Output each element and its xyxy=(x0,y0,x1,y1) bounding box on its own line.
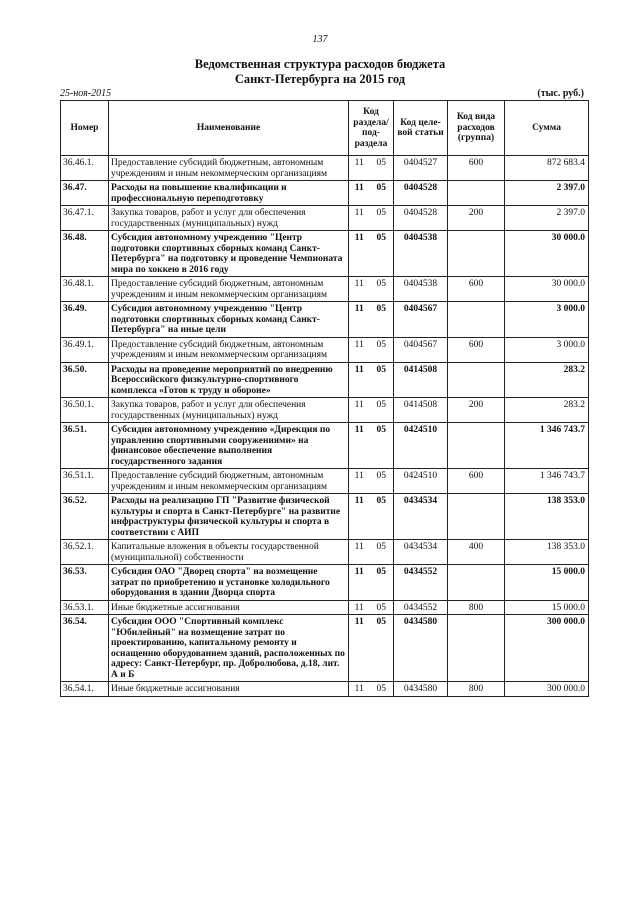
row-name: Предоставление субсидий бюджетным, автономным учреждениям и иным некоммерческим организациям xyxy=(109,469,349,494)
row-name: Закупка товаров, работ и услуг для обеспечения государственных (муниципальных) нужд xyxy=(109,398,349,423)
row-subsection: 05 xyxy=(370,600,394,615)
table-row xyxy=(61,565,589,601)
row-expense-type: 200 xyxy=(448,206,505,231)
row-target-code: 0404538 xyxy=(394,231,448,277)
row-amount: 1 346 743.7 xyxy=(505,469,589,494)
row-number: 36.50. xyxy=(61,362,109,398)
row-subsection: 05 xyxy=(370,565,394,601)
header-section: Код раздела/ под-раздела xyxy=(349,101,394,156)
row-expense-type: 600 xyxy=(448,337,505,362)
row-target-code: 0404528 xyxy=(394,181,448,206)
row-number: 36.50.1. xyxy=(61,398,109,423)
row-section: 11 xyxy=(349,181,370,206)
row-amount: 283.2 xyxy=(505,398,589,423)
row-name: Субсидия автономному учреждению "Центр подготовки спортивных сборных команд Санкт-Петербурга" на иные цели xyxy=(109,302,349,338)
row-number: 36.47.1. xyxy=(61,206,109,231)
table-header-row xyxy=(61,101,589,156)
row-number: 36.46.1. xyxy=(61,156,109,181)
row-number: 36.52.1. xyxy=(61,540,109,565)
page-number: 137 xyxy=(312,34,328,45)
row-name: Субсидия ОАО "Дворец спорта" на возмещение затрат по приобретению и установке холодильного оборудования в здании Дворца спорта xyxy=(109,565,349,601)
row-target-code: 0434534 xyxy=(394,494,448,540)
row-expense-type xyxy=(448,565,505,601)
row-subsection: 05 xyxy=(370,540,394,565)
unit-label: (тыс. руб.) xyxy=(537,88,584,99)
row-amount: 283.2 xyxy=(505,362,589,398)
title-line-1: Ведомственная структура расходов бюджета xyxy=(194,57,446,71)
row-number: 36.53. xyxy=(61,565,109,601)
header-number: Номер xyxy=(61,101,109,156)
row-number: 36.48.1. xyxy=(61,277,109,302)
row-number: 36.47. xyxy=(61,181,109,206)
row-amount: 2 397.0 xyxy=(505,206,589,231)
row-subsection: 05 xyxy=(370,494,394,540)
row-expense-type: 800 xyxy=(448,682,505,697)
row-amount: 30 000.0 xyxy=(505,231,589,277)
row-number: 36.53.1. xyxy=(61,600,109,615)
row-name: Расходы на повышение квалификации и профессиональную переподготовку xyxy=(109,181,349,206)
row-subsection: 05 xyxy=(370,156,394,181)
row-subsection: 05 xyxy=(370,615,394,682)
row-amount: 30 000.0 xyxy=(505,277,589,302)
row-section: 11 xyxy=(349,600,370,615)
row-name: Субсидия автономному учреждению «Дирекция по управлению спортивными сооружениями» на финансовое обеспечение выполнения государственного задания xyxy=(109,423,349,469)
row-subsection: 05 xyxy=(370,423,394,469)
row-name: Иные бюджетные ассигнования xyxy=(109,682,349,697)
row-section: 11 xyxy=(349,302,370,338)
row-amount: 3 000.0 xyxy=(505,337,589,362)
row-target-code: 0434580 xyxy=(394,682,448,697)
row-subsection: 05 xyxy=(370,277,394,302)
row-section: 11 xyxy=(349,206,370,231)
budget-table xyxy=(60,100,589,697)
row-expense-type xyxy=(448,181,505,206)
row-amount: 138 353.0 xyxy=(505,540,589,565)
table-row xyxy=(61,362,589,398)
row-expense-type: 200 xyxy=(448,398,505,423)
table-row xyxy=(61,337,589,362)
row-name: Расходы на проведение мероприятий по внедрению Всероссийского физкультурно-спортивного комплекса «Готов к труду и обороне» xyxy=(109,362,349,398)
table-row xyxy=(61,600,589,615)
row-target-code: 0434552 xyxy=(394,565,448,601)
row-amount: 15 000.0 xyxy=(505,565,589,601)
row-expense-type xyxy=(448,362,505,398)
row-name: Капитальные вложения в объекты государственной (муниципальной) собственности xyxy=(109,540,349,565)
row-section: 11 xyxy=(349,494,370,540)
row-target-code: 0404538 xyxy=(394,277,448,302)
row-number: 36.51.1. xyxy=(61,469,109,494)
table-body xyxy=(61,156,589,697)
table-row xyxy=(61,231,589,277)
row-name: Предоставление субсидий бюджетным, автономным учреждениям и иным некоммерческим организациям xyxy=(109,277,349,302)
header-name: Наименование xyxy=(109,101,349,156)
row-amount: 138 353.0 xyxy=(505,494,589,540)
row-target-code: 0414508 xyxy=(394,362,448,398)
row-amount: 300 000.0 xyxy=(505,682,589,697)
row-target-code: 0404567 xyxy=(394,337,448,362)
row-number: 36.52. xyxy=(61,494,109,540)
row-name: Субсидия автономному учреждению "Центр подготовки спортивных сборных команд Санкт-Петербурга" на подготовку и проведение Чемпионата мира по хоккею в 2016 году xyxy=(109,231,349,277)
title-line-2: Санкт-Петербурга на 2015 год xyxy=(234,72,406,86)
row-amount: 3 000.0 xyxy=(505,302,589,338)
row-target-code: 0414508 xyxy=(394,398,448,423)
row-name: Иные бюджетные ассигнования xyxy=(109,600,349,615)
table-row xyxy=(61,206,589,231)
row-section: 11 xyxy=(349,156,370,181)
row-expense-type: 600 xyxy=(448,469,505,494)
row-section: 11 xyxy=(349,398,370,423)
row-number: 36.49. xyxy=(61,302,109,338)
row-number: 36.54.1. xyxy=(61,682,109,697)
row-amount: 1 346 743.7 xyxy=(505,423,589,469)
row-subsection: 05 xyxy=(370,362,394,398)
row-section: 11 xyxy=(349,469,370,494)
header-target: Код целе-вой статьи xyxy=(394,101,448,156)
row-section: 11 xyxy=(349,362,370,398)
row-number: 36.54. xyxy=(61,615,109,682)
table-row xyxy=(61,540,589,565)
row-subsection: 05 xyxy=(370,181,394,206)
table-row xyxy=(61,469,589,494)
table-row xyxy=(61,181,589,206)
row-subsection: 05 xyxy=(370,682,394,697)
row-section: 11 xyxy=(349,565,370,601)
row-target-code: 0404527 xyxy=(394,156,448,181)
table-row xyxy=(61,302,589,338)
table-row xyxy=(61,494,589,540)
table-row xyxy=(61,423,589,469)
row-target-code: 0434580 xyxy=(394,615,448,682)
row-expense-type xyxy=(448,423,505,469)
row-section: 11 xyxy=(349,277,370,302)
row-subsection: 05 xyxy=(370,231,394,277)
header-sum: Сумма xyxy=(505,101,589,156)
row-name: Расходы на реализацию ГП "Развитие физической культуры и спорта в Санкт-Петербурге" на развитие инфраструктуры физической культуры и спорта в соответствии с АИП xyxy=(109,494,349,540)
header-type: Код вида расходов (группа) xyxy=(448,101,505,156)
row-section: 11 xyxy=(349,337,370,362)
row-expense-type: 800 xyxy=(448,600,505,615)
row-number: 36.51. xyxy=(61,423,109,469)
row-amount: 872 683.4 xyxy=(505,156,589,181)
row-expense-type: 400 xyxy=(448,540,505,565)
table-row xyxy=(61,398,589,423)
row-subsection: 05 xyxy=(370,398,394,423)
document-title xyxy=(0,57,640,87)
row-amount: 15 000.0 xyxy=(505,600,589,615)
row-amount: 300 000.0 xyxy=(505,615,589,682)
table-row xyxy=(61,682,589,697)
row-section: 11 xyxy=(349,423,370,469)
row-target-code: 0424510 xyxy=(394,469,448,494)
row-expense-type: 600 xyxy=(448,156,505,181)
row-subsection: 05 xyxy=(370,206,394,231)
row-section: 11 xyxy=(349,615,370,682)
row-target-code: 0404567 xyxy=(394,302,448,338)
row-section: 11 xyxy=(349,540,370,565)
row-expense-type xyxy=(448,302,505,338)
row-expense-type: 600 xyxy=(448,277,505,302)
table-row xyxy=(61,277,589,302)
row-target-code: 0434552 xyxy=(394,600,448,615)
row-section: 11 xyxy=(349,682,370,697)
row-expense-type xyxy=(448,231,505,277)
row-amount: 2 397.0 xyxy=(505,181,589,206)
row-target-code: 0424510 xyxy=(394,423,448,469)
row-name: Предоставление субсидий бюджетным, автономным учреждениям и иным некоммерческим организациям xyxy=(109,156,349,181)
row-name: Закупка товаров, работ и услуг для обеспечения государственных (муниципальных) нужд xyxy=(109,206,349,231)
row-expense-type xyxy=(448,615,505,682)
document-date: 25-ноя-2015 xyxy=(60,88,112,99)
row-section: 11 xyxy=(349,231,370,277)
row-target-code: 0434534 xyxy=(394,540,448,565)
table-row xyxy=(61,156,589,181)
row-subsection: 05 xyxy=(370,337,394,362)
row-name: Предоставление субсидий бюджетным, автономным учреждениям и иным некоммерческим организациям xyxy=(109,337,349,362)
table-row xyxy=(61,615,589,682)
row-subsection: 05 xyxy=(370,469,394,494)
row-expense-type xyxy=(448,494,505,540)
row-number: 36.48. xyxy=(61,231,109,277)
row-target-code: 0404528 xyxy=(394,206,448,231)
row-subsection: 05 xyxy=(370,302,394,338)
row-number: 36.49.1. xyxy=(61,337,109,362)
row-name: Субсидия ООО "Спортивный комплекс "Юбилейный" на возмещение затрат по проектированию, капитальному ремонту и оснащению оборудованием зданий, расположенных по адресу: Санкт-Петербург, пр. Добролюбова, д.18, лит. А и Б xyxy=(109,615,349,682)
